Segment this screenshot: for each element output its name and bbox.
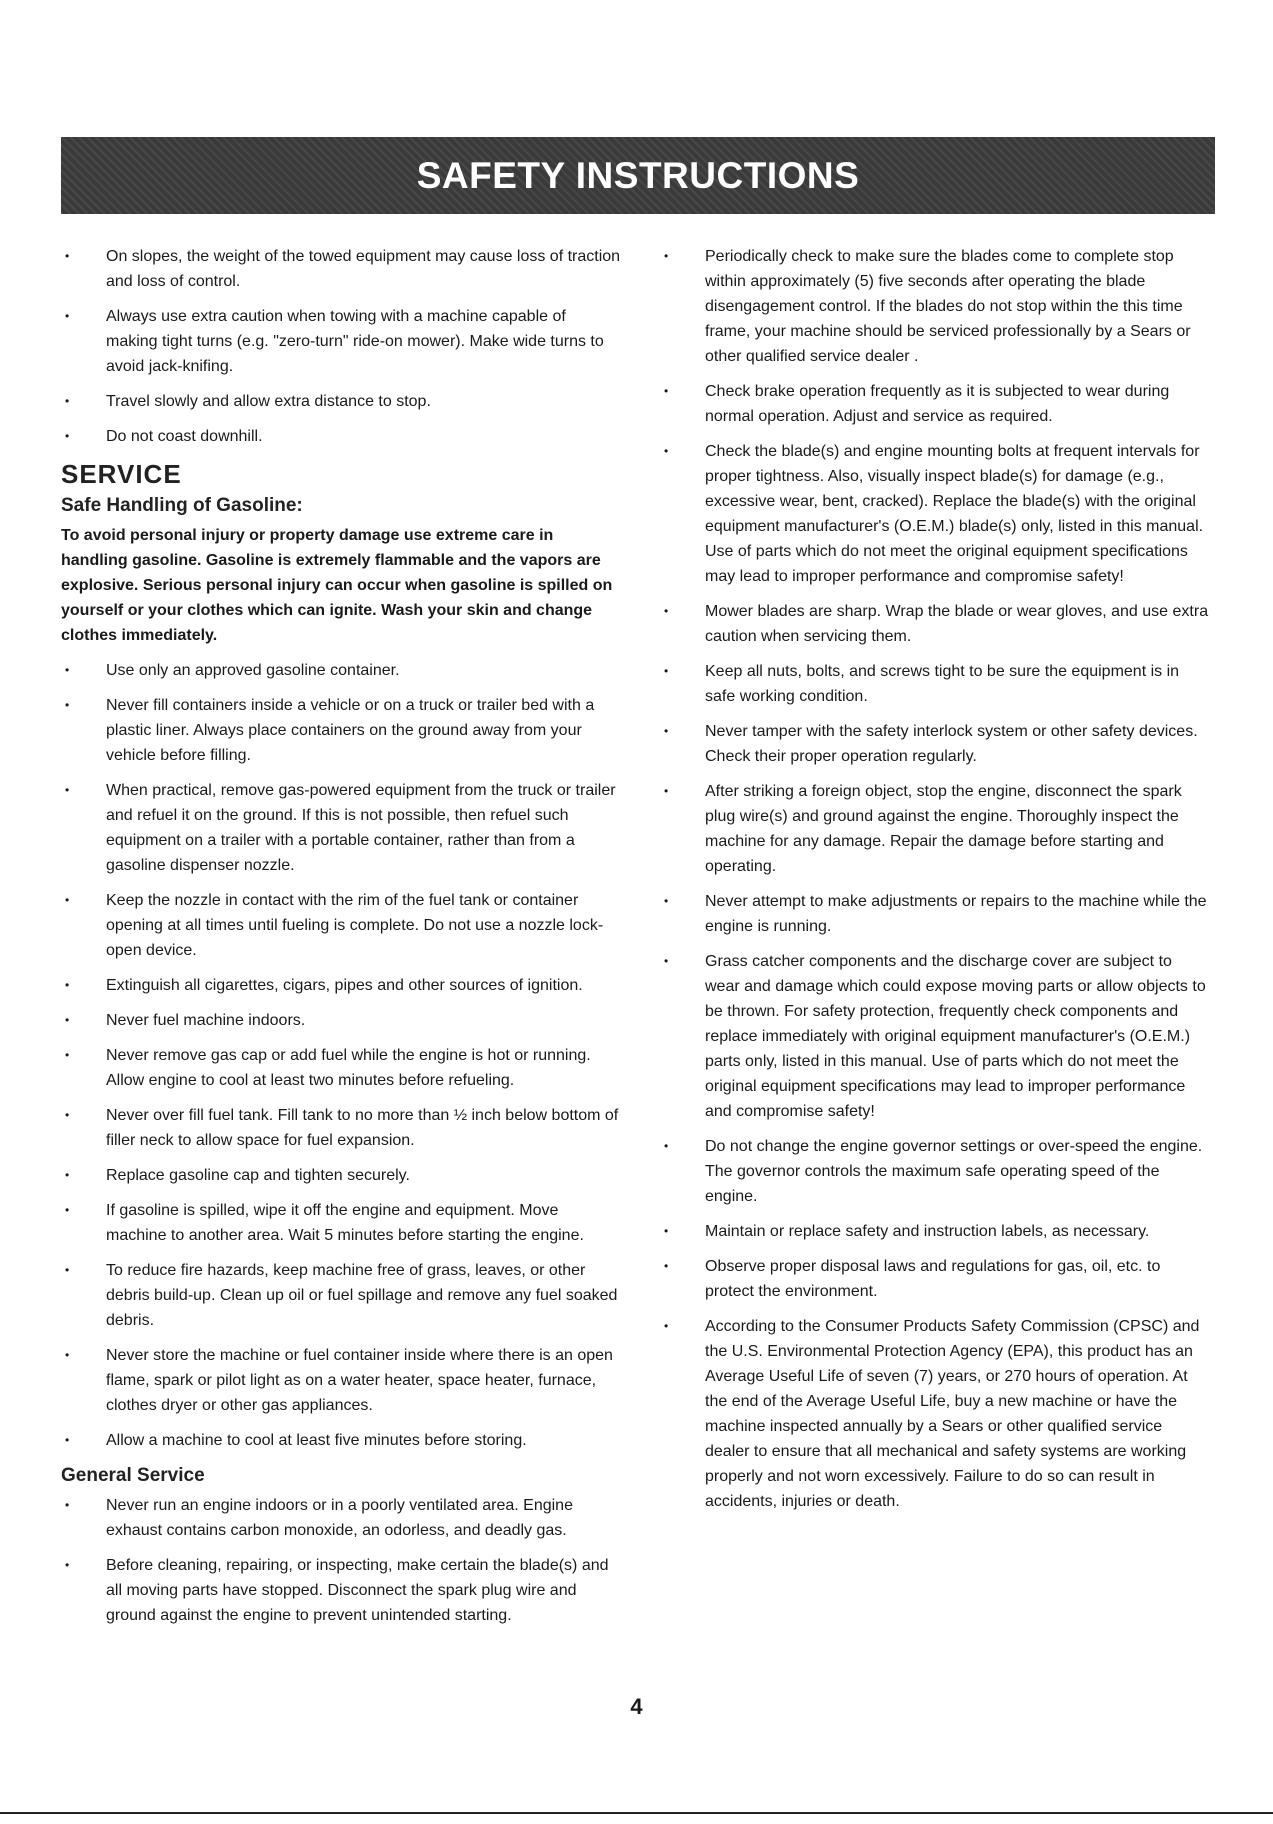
- bullet-icon: •: [65, 1558, 70, 1572]
- right-column: [660, 244, 1210, 1524]
- bullet-icon: •: [65, 663, 70, 677]
- bullet-icon: •: [664, 1319, 669, 1333]
- bullet-icon: •: [65, 1203, 70, 1217]
- bullet-icon: •: [664, 784, 669, 798]
- bullet-item: • Grass catcher components and the discharge cover are subject to wear and damage which could expose moving parts or allow objects to be thrown. For safety protection, frequently check components and replace immediately with original equipment manufacturer's (O.E.M.) parts only, listed in this manual. Use of parts which do not meet the original equipment specifications may lead to improper performance and compromise safety!: [660, 949, 1210, 1124]
- bullet-icon: •: [664, 1259, 669, 1273]
- bullet-icon: •: [65, 394, 70, 408]
- bullet-item: • When practical, remove gas-powered equipment from the truck or trailer and refuel it on the ground. If this is not possible, then refuel such equipment on a trailer with a portable container, rather than from a gasoline dispenser nozzle.: [61, 778, 621, 878]
- bullet-item: • Before cleaning, repairing, or inspecting, make certain the blade(s) and all moving parts have stopped. Disconnect the spark plug wire and ground against the engine to prevent unintended starting.: [61, 1553, 621, 1628]
- bullet-icon: •: [664, 1139, 669, 1153]
- bullet-item: • Never remove gas cap or add fuel while the engine is hot or running. Allow engine to cool at least two minutes before refueling.: [61, 1043, 621, 1093]
- subheading-gasoline: Safe Handling of Gasoline:: [61, 495, 303, 516]
- bullet-icon: •: [65, 1498, 70, 1512]
- bullet-icon: •: [65, 978, 70, 992]
- gasoline-warning-text: To avoid personal injury or property damage use extreme care in handling gasoline. Gasoline is extremely flammable and the vapors are explosive. Serious personal injury can occur when gasoline is spilled on yourself or your clothes which can ignite. Wash your skin and change clothes immediately.: [61, 527, 613, 644]
- general-service-bullet-list: [61, 1493, 621, 1628]
- bullet-icon: •: [664, 444, 669, 458]
- bullet-icon: •: [664, 1224, 669, 1238]
- bullet-item: • Travel slowly and allow extra distance to stop.: [61, 389, 621, 414]
- bullet-item: • Never tamper with the safety interlock system or other safety devices. Check their proper operation regularly.: [660, 719, 1210, 769]
- bullet-icon: •: [65, 1263, 70, 1277]
- bullet-icon: •: [65, 1048, 70, 1062]
- bullet-item: • Maintain or replace safety and instruction labels, as necessary.: [660, 1219, 1210, 1244]
- bullet-item: • Never fuel machine indoors.: [61, 1008, 621, 1033]
- bullet-item: • Observe proper disposal laws and regulations for gas, oil, etc. to protect the environment.: [660, 1254, 1210, 1304]
- bottom-divider: [0, 1812, 1273, 1814]
- bullet-item: • Do not change the engine governor settings or over-speed the engine. The governor controls the maximum safe operating speed of the engine.: [660, 1134, 1210, 1209]
- left-column: [61, 244, 621, 1638]
- bullet-item: • Keep all nuts, bolts, and screws tight to be sure the equipment is in safe working condition.: [660, 659, 1210, 709]
- bullet-icon: •: [65, 1168, 70, 1182]
- bullet-item: • If gasoline is spilled, wipe it off the engine and equipment. Move machine to another area. Wait 5 minutes before starting the engine.: [61, 1198, 621, 1248]
- bullet-icon: •: [65, 309, 70, 323]
- bullet-item: • Mower blades are sharp. Wrap the blade or wear gloves, and use extra caution when servicing them.: [660, 599, 1210, 649]
- bullet-icon: •: [664, 384, 669, 398]
- bullet-icon: •: [65, 698, 70, 712]
- bullet-item: • To reduce fire hazards, keep machine free of grass, leaves, or other debris build-up. Clean up oil or fuel spillage and remove any fuel soaked debris.: [61, 1258, 621, 1333]
- page-title: SAFETY INSTRUCTIONS: [416, 154, 860, 196]
- bullet-icon: •: [664, 249, 669, 263]
- bullet-item: • Extinguish all cigarettes, cigars, pipes and other sources of ignition.: [61, 973, 621, 998]
- bullet-icon: •: [664, 894, 669, 908]
- bullet-item: • Never fill containers inside a vehicle or on a truck or trailer bed with a plastic liner. Always place containers on the ground away from your vehicle before filling.: [61, 693, 621, 768]
- bullet-item: • Never run an engine indoors or in a poorly ventilated area. Engine exhaust contains carbon monoxide, an odorless, and deadly gas.: [61, 1493, 621, 1543]
- bullet-item: • Never store the machine or fuel container inside where there is an open flame, spark or pilot light as on a water heater, space heater, furnace, clothes dryer or other gas appliances.: [61, 1343, 621, 1418]
- bullet-item: • Periodically check to make sure the blades come to complete stop within approximately (5) five seconds after operating the blade disengagement control. If the blades do not stop within the this time frame, your machine should be serviced professionally by a Sears or other qualified service dealer .: [660, 244, 1210, 369]
- section-title-service: SERVICE: [61, 459, 182, 489]
- bullet-item: • After striking a foreign object, stop the engine, disconnect the spark plug wire(s) and ground against the engine. Thoroughly inspect the machine for any damage. Repair the damage before starting and operating.: [660, 779, 1210, 879]
- page-number: 4: [630, 1694, 643, 1719]
- title-banner: [61, 137, 1215, 214]
- bullet-icon: •: [65, 1433, 70, 1447]
- bullet-icon: •: [65, 429, 70, 443]
- bullet-item: • Use only an approved gasoline container.: [61, 658, 621, 683]
- bullet-item: • On slopes, the weight of the towed equipment may cause loss of traction and loss of control.: [61, 244, 621, 294]
- intro-bullet-list: [61, 244, 621, 449]
- bullet-item: • Replace gasoline cap and tighten securely.: [61, 1163, 621, 1188]
- bullet-icon: •: [664, 664, 669, 678]
- bullet-icon: •: [65, 783, 70, 797]
- bullet-icon: •: [65, 893, 70, 907]
- bullet-item: • Do not coast downhill.: [61, 424, 621, 449]
- bullet-icon: •: [65, 1348, 70, 1362]
- bullet-icon: •: [65, 249, 70, 263]
- bullet-item: • Allow a machine to cool at least five minutes before storing.: [61, 1428, 621, 1453]
- gasoline-bullet-list: [61, 658, 621, 1453]
- subheading-general-service: General Service: [61, 1465, 205, 1486]
- bullet-item: • Keep the nozzle in contact with the rim of the fuel tank or container opening at all times until fueling is complete. Do not use a nozzle lock-open device.: [61, 888, 621, 963]
- bullet-icon: •: [664, 604, 669, 618]
- bullet-item: • According to the Consumer Products Safety Commission (CPSC) and the U.S. Environmental Protection Agency (EPA), this product has an Average Useful Life of seven (7) years, or 270 hours of operation. At the end of the Average Useful Life, buy a new machine or have the machine inspected annually by a Sears or other qualified service dealer to ensure that all mechanical and safety systems are working properly and not worn excessively. Failure to do so can result in accidents, injuries or death.: [660, 1314, 1210, 1514]
- bullet-icon: •: [664, 724, 669, 738]
- bullet-icon: •: [664, 954, 669, 968]
- bullet-icon: •: [65, 1013, 70, 1027]
- maintenance-bullet-list: [660, 244, 1210, 1514]
- bullet-item: • Never over fill fuel tank. Fill tank to no more than ½ inch below bottom of filler neck to allow space for fuel expansion.: [61, 1103, 621, 1153]
- bullet-item: • Always use extra caution when towing with a machine capable of making tight turns (e.g. "zero-turn" ride-on mower). Make wide turns to avoid jack-knifing.: [61, 304, 621, 379]
- bullet-item: • Check brake operation frequently as it is subjected to wear during normal operation. Adjust and service as required.: [660, 379, 1210, 429]
- bullet-item: • Check the blade(s) and engine mounting bolts at frequent intervals for proper tightness. Also, visually inspect blade(s) for damage (e.g., excessive wear, bent, cracked). Replace the blade(s) with the original equipment manufacturer's (O.E.M.) blade(s) only, listed in this manual. Use of parts which do not meet the original equipment specifications may lead to improper performance and compromise safety!: [660, 439, 1210, 589]
- bullet-icon: •: [65, 1108, 70, 1122]
- bullet-item: • Never attempt to make adjustments or repairs to the machine while the engine is running.: [660, 889, 1210, 939]
